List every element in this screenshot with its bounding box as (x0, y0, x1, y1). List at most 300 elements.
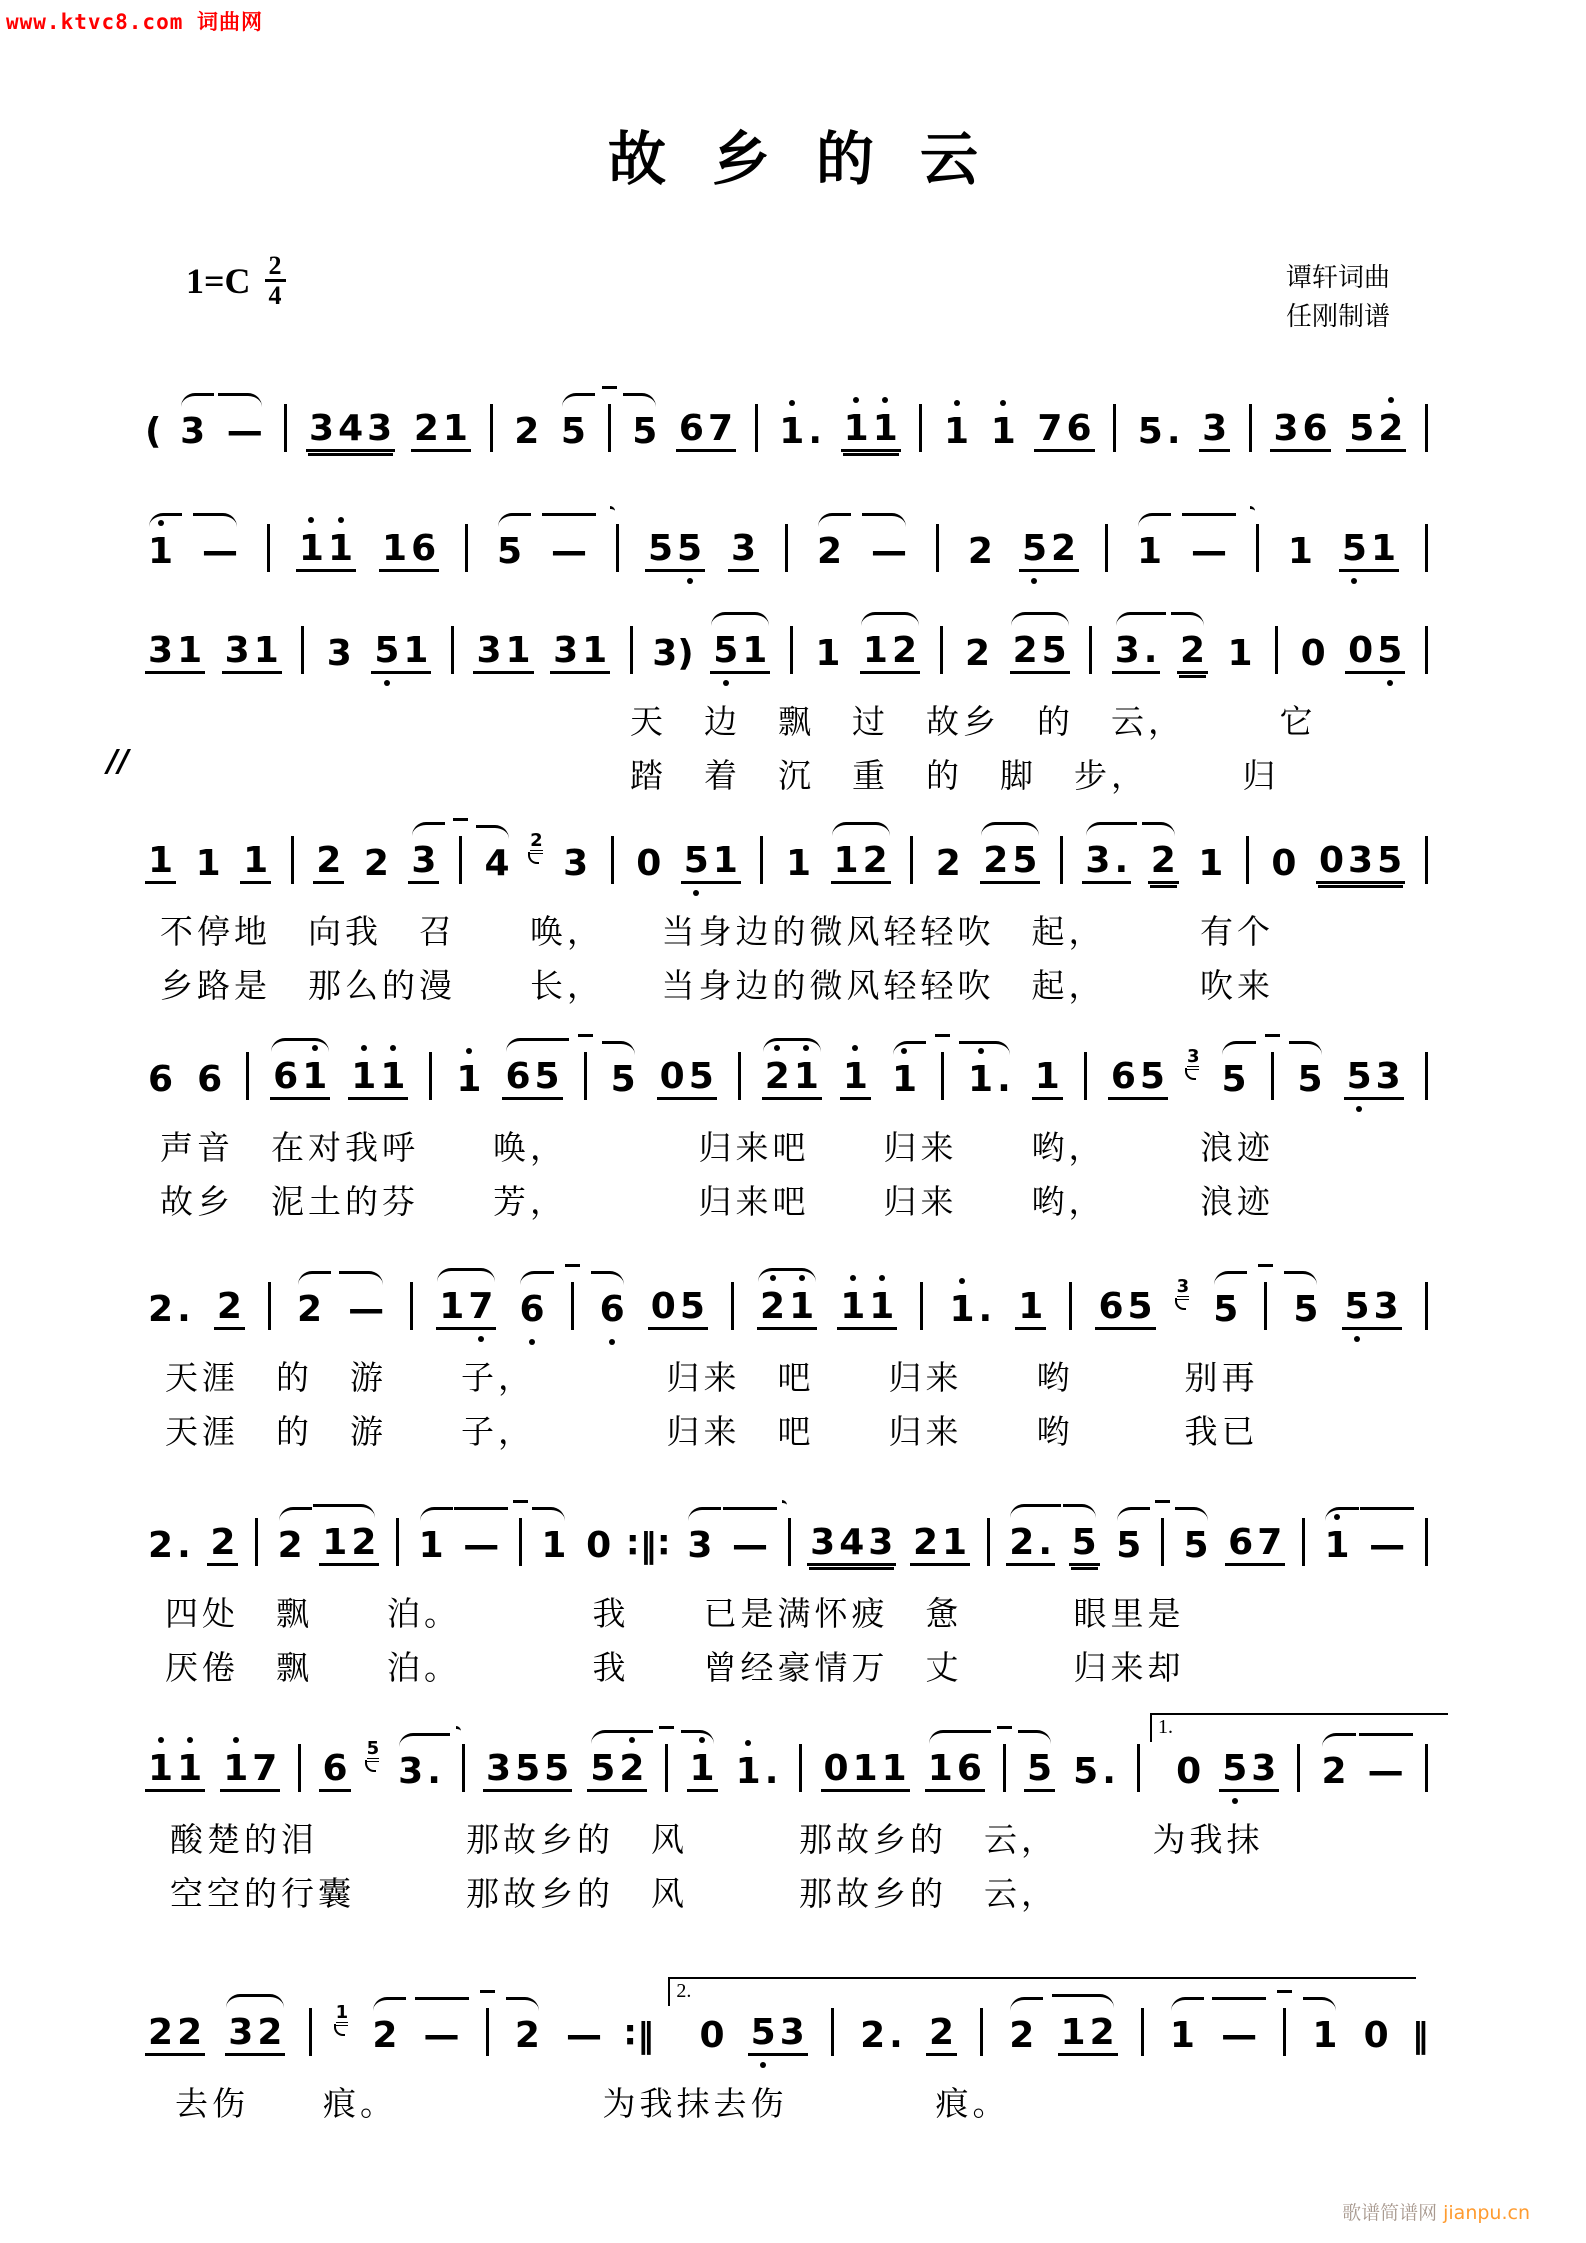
note-digit: 1 (1312, 2014, 1338, 2056)
octave-dot-above (799, 1275, 805, 1281)
note-digit: 3 (486, 1747, 512, 1789)
note-digit: 1 (989, 411, 1018, 452)
barline (1425, 524, 1428, 572)
note-digit: 2 (1150, 839, 1176, 881)
note-digit: 3 (398, 1750, 424, 1792)
note-digit: 6 (598, 1289, 627, 1330)
note-digit: 5 (1020, 528, 1049, 569)
barline (301, 626, 304, 674)
note-digit: 0 (1348, 629, 1374, 671)
dash-note: — (202, 530, 239, 572)
note-token (1024, 1748, 1055, 1792)
note-token (1148, 840, 1179, 884)
notation-row (145, 1518, 1431, 1566)
note-digit: 0 (659, 1055, 685, 1097)
duration-dot: . (764, 1750, 779, 1792)
note-digit: 2 (967, 530, 993, 572)
note-token (1309, 2015, 1340, 2056)
note-token (1339, 528, 1399, 572)
note-digit: 2 (758, 1286, 787, 1327)
note-token (1108, 1056, 1168, 1100)
note-digit: 1 (842, 408, 871, 449)
barline (1003, 1744, 1006, 1792)
note-digit: 1 (1322, 1525, 1351, 1566)
dash-note: — (731, 1524, 768, 1566)
note-digit: 2 (413, 407, 439, 449)
note-token (857, 2015, 906, 2056)
note-token (145, 630, 205, 674)
note-token (821, 1748, 910, 1792)
barline (284, 404, 287, 452)
barline (1275, 626, 1278, 674)
note-digit: 2 (1321, 1750, 1347, 1792)
barline (910, 836, 913, 884)
note-digit: 2 (216, 1285, 242, 1327)
note-token (831, 840, 891, 884)
octave-dot-below (384, 680, 390, 686)
lyric-line: 天涯 的 游 子， 归来 吧 归来 哟 别再 (165, 1358, 1259, 1397)
note-digit: 3 (563, 842, 589, 884)
barline (831, 2008, 834, 2056)
octave-dot-above (954, 400, 960, 406)
octave-dot-below (1031, 578, 1037, 584)
note-digit: 1 (966, 1059, 995, 1100)
note-token (1173, 1751, 1204, 1792)
note-digit: 6 (273, 1055, 299, 1097)
song-title: 故乡的云 (607, 125, 1024, 193)
note-digit: 5 (1297, 1058, 1323, 1100)
note-digit: 5 (1349, 407, 1375, 449)
barline (630, 626, 633, 674)
note-digit: 5 (610, 1058, 636, 1100)
octave-dot-below (1387, 680, 1393, 686)
note-token (926, 2012, 957, 2056)
note-token (1270, 408, 1330, 452)
note-token (748, 2012, 808, 2056)
octave-dot-above (308, 517, 314, 523)
dash-note: — (1367, 1750, 1404, 1792)
note-digit: 1 (1018, 1285, 1044, 1327)
note-token (361, 843, 392, 884)
note-token (371, 630, 431, 674)
note-token (1006, 2015, 1037, 2056)
note-token (296, 528, 356, 572)
octave-dot-above (789, 400, 795, 406)
note-digit: 1 (871, 408, 900, 449)
note-token (988, 411, 1019, 452)
note-digit: 2 (148, 1288, 174, 1330)
note-token (684, 1525, 715, 1566)
note-digit: 3 (309, 407, 335, 449)
note-digit: 3 (180, 410, 206, 452)
phrase-repeat-mark: // (107, 744, 129, 779)
barline (1246, 836, 1249, 884)
notation-row (145, 404, 1431, 452)
dash-note: — (348, 1288, 385, 1330)
note-token (411, 408, 471, 452)
note-digit: 6 (322, 1747, 348, 1789)
note-digit: 1 (418, 1524, 444, 1566)
lyric-line: 故乡 泥土的芬 芳， 归来吧 归来 哟， 浪迹 (160, 1182, 1274, 1222)
barline (462, 1744, 465, 1792)
note-digit: 1 (146, 531, 175, 572)
note-digit: 6 (148, 1058, 174, 1100)
note-token (222, 630, 282, 674)
note-digit: 2 (617, 1748, 646, 1789)
note-digit: 1 (881, 1747, 907, 1789)
note-token (473, 630, 533, 674)
note-token (1285, 531, 1316, 572)
barline (1141, 2008, 1144, 2056)
note-digit: 1 (833, 839, 859, 881)
note-digit: 2 (1179, 629, 1206, 671)
notation-text: ( (145, 411, 162, 452)
note-digit: 0 (1318, 839, 1344, 881)
barline (1089, 626, 1092, 674)
note-token (548, 531, 590, 572)
note-digit: 5 (688, 1055, 714, 1097)
barline (616, 524, 619, 572)
note-token (860, 630, 920, 674)
note-token (145, 1289, 194, 1330)
note-token (629, 411, 660, 452)
lyric-line: 声音 在对我呼 唤， 归来吧 归来 哟， 浪迹 (160, 1128, 1274, 1167)
note-digit: 6 (1110, 1055, 1136, 1097)
dash-note: — (226, 410, 263, 452)
duration-dot: . (177, 1288, 191, 1330)
barline (429, 1052, 432, 1100)
note-digit: 1 (688, 1748, 717, 1789)
dash-note: — (1369, 1524, 1406, 1566)
note-token (946, 1289, 995, 1330)
note-digit: 2 (1009, 2014, 1035, 2056)
note-digit: 1 (712, 839, 738, 881)
octave-dot-above (158, 1737, 164, 1743)
note-token (1082, 840, 1131, 884)
octave-dot-below (760, 2062, 766, 2068)
note-digit: 4 (484, 842, 510, 884)
barline (738, 1052, 741, 1100)
barline (255, 1518, 258, 1566)
note-token (207, 1522, 238, 1566)
barline (459, 836, 462, 884)
note-token (1225, 633, 1256, 674)
note-digit: 2 (277, 1524, 303, 1566)
octave-dot-above (852, 1045, 858, 1051)
barline (1113, 404, 1116, 452)
note-digit: 6 (411, 527, 437, 569)
note-token (199, 531, 241, 572)
duration-dot: . (1166, 410, 1181, 452)
octave-dot-above (850, 1275, 856, 1281)
note-digit: 2 (297, 1288, 323, 1330)
note-digit: 6 (1098, 1285, 1124, 1327)
note-digit: 5 (560, 410, 586, 452)
note-token (220, 1748, 280, 1792)
note-digit: 2 (363, 842, 389, 884)
grace-note: 3 (1177, 1278, 1190, 1300)
repeat-end-sign: ∶‖ (625, 2016, 657, 2056)
note-digit: 2 (763, 1056, 792, 1097)
note-digit: 1 (1370, 527, 1397, 569)
note-digit: 2 (1009, 1521, 1035, 1563)
note-token (583, 1525, 614, 1566)
note-token (1167, 2015, 1198, 2056)
note-token (348, 1056, 408, 1100)
octave-dot-above (978, 1048, 984, 1054)
note-token (1342, 1286, 1402, 1330)
note-digit: 1 (442, 407, 468, 449)
note-token (145, 531, 176, 572)
note-token (681, 840, 741, 884)
octave-dot-above (803, 1045, 809, 1051)
note-token (837, 1286, 897, 1330)
note-token (1298, 633, 1329, 674)
barline (519, 1518, 522, 1566)
notation-row (145, 1716, 1431, 1792)
barline (936, 524, 939, 572)
note-token (980, 840, 1040, 884)
note-digit: 1 (927, 1747, 953, 1789)
note-token (933, 843, 964, 884)
note-digit: 5 (647, 527, 674, 569)
notation-text: 3) (652, 633, 694, 674)
note-token (840, 1056, 871, 1100)
note-token (483, 1748, 572, 1792)
note-token (1365, 1751, 1407, 1792)
note-token (177, 411, 208, 452)
note-token (1006, 1522, 1055, 1566)
note-digit: 1 (890, 1059, 919, 1100)
note-token (1225, 1522, 1285, 1566)
octave-dot-above (1000, 400, 1006, 406)
notation-system (145, 830, 1431, 1006)
final-barline: ‖ (1411, 2016, 1431, 2056)
barline (1264, 1282, 1267, 1330)
note-digit: 5 (749, 2012, 778, 2053)
note-token (416, 1525, 447, 1566)
note-digit: 3 (731, 527, 757, 569)
notation-system (107, 626, 1431, 796)
note-token (275, 1525, 306, 1566)
note-token (1095, 1286, 1155, 1330)
note-token (1034, 408, 1094, 452)
note-digit: 4 (338, 407, 364, 449)
note-token (1361, 2015, 1392, 2056)
notation-row (145, 626, 1431, 674)
note-digit: 1 (785, 842, 812, 884)
note-token (345, 1289, 387, 1330)
barline (941, 1052, 944, 1100)
note-token (306, 408, 395, 452)
note-token (812, 633, 843, 674)
notation-row (145, 830, 1431, 884)
note-digit: 7 (252, 1747, 278, 1789)
note-digit: 1 (792, 1056, 821, 1097)
note-token (910, 1522, 970, 1566)
note-digit: 3 (367, 407, 393, 449)
note-token (1219, 1748, 1279, 1792)
note-digit: 2 (1051, 527, 1077, 569)
note-token (511, 411, 542, 452)
barline (665, 1744, 668, 1792)
note-token (710, 630, 770, 674)
note-digit: 1 (177, 629, 203, 671)
note-digit: 2 (928, 2011, 955, 2053)
repeat-both-sign: ∶‖∶ (627, 1526, 671, 1566)
note-token (408, 840, 439, 884)
barline (451, 626, 454, 674)
note-digit: 6 (1228, 1521, 1254, 1563)
note-digit: 3 (224, 629, 250, 671)
note-digit: 3 (553, 629, 579, 671)
note-digit: 1 (787, 1286, 816, 1327)
note-token (608, 1059, 639, 1100)
note-token (1177, 630, 1208, 674)
note-digit: 1 (221, 1748, 250, 1789)
note-digit: 5 (372, 630, 401, 671)
note-token (1113, 1525, 1144, 1566)
dash-note: — (1221, 2014, 1258, 2056)
note-digit: 3 (1202, 407, 1228, 449)
lyric-line: 乡路是 那么的漫 长， 当身边的微风轻轻吹 起， 吹来 (160, 966, 1274, 1006)
octave-dot-above (1388, 397, 1394, 403)
note-token (962, 633, 993, 674)
note-digit: 1 (378, 1056, 407, 1097)
note-digit: 2 (860, 2014, 886, 2056)
note-digit: 5 (675, 528, 704, 569)
note-digit: 2 (1089, 2011, 1115, 2053)
barline (1425, 626, 1428, 674)
duration-dot: . (889, 2014, 903, 2056)
octave-dot-below (693, 890, 699, 896)
note-digit: 0 (1300, 632, 1326, 674)
notation-row (145, 1980, 1431, 2056)
octave-dot-above (901, 1048, 907, 1054)
note-digit: 5 (1375, 630, 1404, 671)
note-digit: 2 (514, 2014, 540, 2056)
note-digit: 5 (1012, 839, 1038, 881)
lyric-line: 天涯 的 游 子， 归来 吧 归来 哟 我已 (165, 1412, 1259, 1452)
barline (1425, 404, 1428, 452)
barline (731, 1282, 734, 1330)
note-digit: 1 (852, 1747, 878, 1789)
barline (1425, 1052, 1428, 1100)
note-digit: 3 (148, 629, 174, 671)
note-digit: 5 (1027, 1747, 1053, 1789)
octave-dot-above (466, 1048, 472, 1054)
note-token (648, 1286, 708, 1330)
note-digit: 1 (838, 1286, 867, 1327)
note-token (145, 1748, 205, 1792)
barline (246, 1052, 249, 1100)
note-digit: 2 (210, 1521, 236, 1563)
note-token (319, 1522, 379, 1566)
note-digit: 5 (1293, 1288, 1319, 1330)
note-digit: 1 (942, 411, 971, 452)
note-digit: 5 (497, 530, 523, 572)
note-digit: 2 (891, 629, 918, 671)
barline (799, 1744, 802, 1792)
barline (1425, 1282, 1428, 1330)
note-digit: 2 (372, 2014, 398, 2056)
lyric-line: 不停地 向我 召 唤， 当身边的微风轻轻吹 起， 有个 (160, 912, 1274, 951)
note-token (762, 1056, 822, 1100)
note-token (1010, 630, 1070, 674)
note-token (965, 1059, 1014, 1100)
note-digit: 1 (146, 1748, 175, 1789)
note-token (965, 531, 996, 572)
note-digit: 6 (517, 1289, 546, 1330)
barline (298, 1744, 301, 1792)
note-token (1181, 1525, 1212, 1566)
note-digit: 1 (297, 528, 326, 569)
note-digit: 5 (1377, 839, 1403, 881)
note-token (728, 528, 759, 572)
note-digit: 1 (148, 839, 174, 881)
octave-dot-below (1351, 578, 1357, 584)
volta-label: 2. (668, 1977, 1416, 2006)
lyrics-composer-credit: 谭轩词曲 (1285, 263, 1390, 292)
grace-note: 5 (367, 1740, 380, 1762)
note-token (145, 1525, 194, 1566)
octave-dot-below (1232, 1798, 1238, 1804)
note-token (687, 1748, 718, 1792)
barline (1297, 1744, 1300, 1792)
note-digit: 2 (965, 632, 991, 674)
barline (1105, 524, 1108, 572)
note-digit: 0 (650, 1285, 676, 1327)
octave-dot-above (745, 1740, 751, 1746)
note-token (560, 843, 591, 884)
note-digit: 0 (699, 2014, 725, 2056)
note-digit: 5 (682, 840, 711, 881)
note-digit: 6 (956, 1747, 982, 1789)
note-digit: 1 (382, 527, 408, 569)
barline (1069, 1282, 1072, 1330)
note-token (558, 411, 589, 452)
note-token (1112, 630, 1161, 674)
octave-dot-above (338, 517, 344, 523)
barline (1060, 836, 1063, 884)
note-token (313, 840, 344, 884)
note-token (240, 840, 271, 884)
note-token (1290, 1289, 1321, 1330)
octave-dot-below (1356, 1106, 1362, 1112)
credits (1286, 258, 1390, 336)
barline (309, 2008, 312, 2056)
dash-note: — (566, 2014, 603, 2056)
note-digit: 2 (177, 2011, 203, 2053)
volta-label: 1. (1150, 1713, 1448, 1742)
note-token (563, 2015, 605, 2056)
note-digit: 1 (253, 629, 279, 671)
note-token (270, 1056, 330, 1100)
notation-system (145, 1518, 1431, 1687)
octave-dot-above (158, 520, 164, 526)
note-digit: 2 (148, 2011, 174, 2053)
note-token (1135, 411, 1184, 452)
note-digit: 1 (403, 629, 429, 671)
note-token (807, 1522, 896, 1566)
barline (919, 404, 922, 452)
barline (1137, 1744, 1140, 1792)
note-token (1019, 528, 1079, 572)
note-token (1366, 1525, 1408, 1566)
octave-dot-above (1334, 1514, 1340, 1520)
note-token (145, 840, 176, 884)
note-digit: 3 (810, 1521, 836, 1563)
